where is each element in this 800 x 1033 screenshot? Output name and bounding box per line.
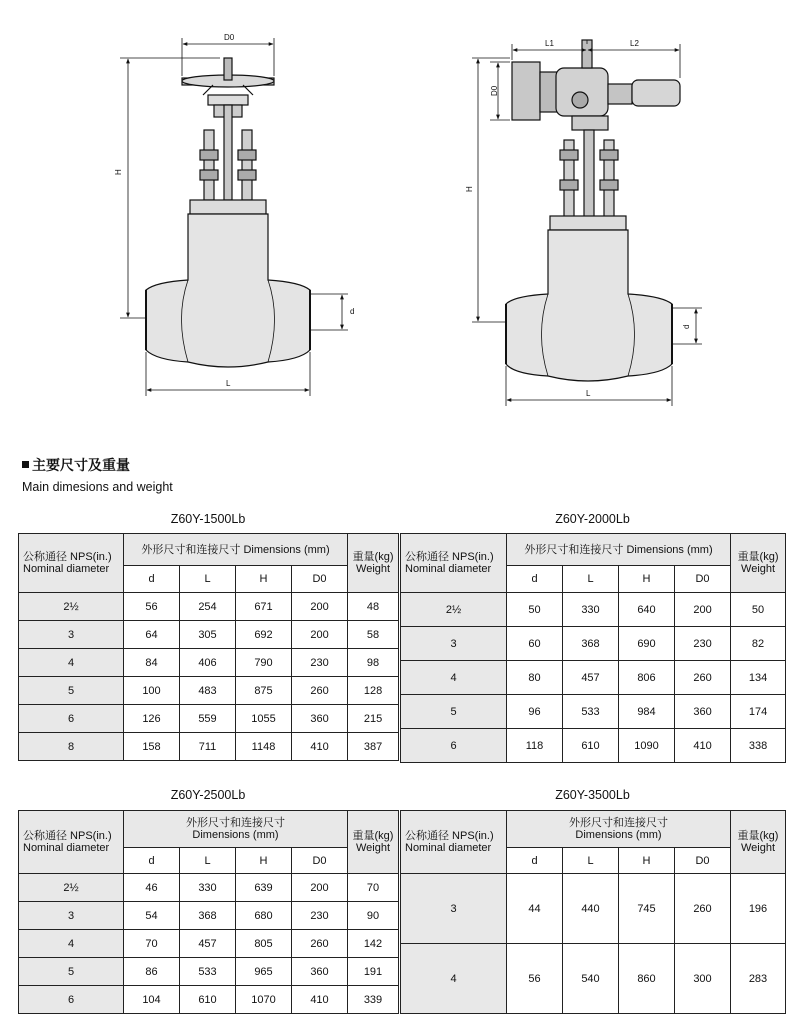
value-cell: 1090 — [619, 729, 675, 763]
value-cell: 457 — [563, 661, 619, 695]
value-cell: 44 — [507, 874, 563, 944]
value-cell: 330 — [563, 593, 619, 627]
value-cell: 96 — [507, 695, 563, 729]
nps-cell: 6 — [19, 705, 124, 733]
col-d: d — [124, 848, 180, 874]
value-cell: 1070 — [236, 986, 292, 1014]
table-row — [401, 944, 786, 1014]
value-cell: 200 — [675, 593, 731, 627]
value-cell: 745 — [619, 874, 675, 944]
table-1500lb-body — [19, 593, 399, 761]
nps-header: 公称通径 NPS(in.) Nominal diameter — [401, 811, 507, 874]
table-row — [401, 661, 786, 695]
value-cell: 540 — [563, 944, 619, 1014]
right-d0-label: D0 — [490, 85, 499, 96]
weight-header: 重量(kg) Weight — [731, 534, 786, 593]
value-cell: 70 — [348, 874, 399, 902]
table-row — [19, 733, 399, 761]
table-3500lb-body — [401, 874, 786, 1014]
value-cell: 50 — [507, 593, 563, 627]
table-row — [401, 729, 786, 763]
value-cell: 559 — [180, 705, 236, 733]
value-cell: 98 — [348, 649, 399, 677]
table-row — [401, 627, 786, 661]
value-cell: 360 — [292, 958, 348, 986]
col-h: H — [619, 848, 675, 874]
value-cell: 54 — [124, 902, 180, 930]
value-cell: 260 — [292, 930, 348, 958]
table-row — [19, 705, 399, 733]
value-cell: 860 — [619, 944, 675, 1014]
value-cell: 410 — [675, 729, 731, 763]
right-l2-label: L2 — [630, 39, 639, 48]
table-1500lb — [18, 533, 399, 761]
square-bullet-icon — [22, 461, 29, 468]
nps-cell: 4 — [19, 930, 124, 958]
table-title-3500lb: Z60Y-3500Lb — [555, 788, 630, 802]
table-row — [19, 677, 399, 705]
value-cell: 86 — [124, 958, 180, 986]
col-h: H — [236, 848, 292, 874]
value-cell: 50 — [731, 593, 786, 627]
nps-cell: 2½ — [401, 593, 507, 627]
table-row — [19, 902, 399, 930]
value-cell: 305 — [180, 621, 236, 649]
value-cell: 965 — [236, 958, 292, 986]
value-cell: 200 — [292, 593, 348, 621]
value-cell: 410 — [292, 986, 348, 1014]
value-cell: 158 — [124, 733, 180, 761]
value-cell: 90 — [348, 902, 399, 930]
value-cell: 82 — [731, 627, 786, 661]
value-cell: 806 — [619, 661, 675, 695]
value-cell: 360 — [292, 705, 348, 733]
value-cell: 142 — [348, 930, 399, 958]
value-cell: 440 — [563, 874, 619, 944]
col-d0: D0 — [675, 566, 731, 593]
table-2500lb-body — [19, 874, 399, 1014]
right-h-label: H — [465, 186, 474, 192]
value-cell: 56 — [507, 944, 563, 1014]
value-cell: 46 — [124, 874, 180, 902]
value-cell: 457 — [180, 930, 236, 958]
nps-cell: 4 — [19, 649, 124, 677]
value-cell: 410 — [292, 733, 348, 761]
table-row — [19, 930, 399, 958]
table-row — [19, 874, 399, 902]
dimensions-header: 外形尺寸和连接尺寸 Dimensions (mm) — [507, 811, 731, 848]
weight-header: 重量(kg) Weight — [731, 811, 786, 874]
col-h: H — [619, 566, 675, 593]
value-cell: 690 — [619, 627, 675, 661]
col-d0: D0 — [292, 848, 348, 874]
left-h-label: H — [114, 169, 123, 175]
value-cell: 126 — [124, 705, 180, 733]
value-cell: 100 — [124, 677, 180, 705]
table-row — [19, 649, 399, 677]
value-cell: 1148 — [236, 733, 292, 761]
value-cell: 406 — [180, 649, 236, 677]
nps-cell: 6 — [401, 729, 507, 763]
value-cell: 60 — [507, 627, 563, 661]
table-row — [19, 958, 399, 986]
col-l: L — [180, 848, 236, 874]
nps-cell: 3 — [19, 902, 124, 930]
left-d-label: d — [350, 307, 355, 316]
table-3500lb — [400, 810, 786, 1014]
nps-cell: 2½ — [19, 874, 124, 902]
value-cell: 300 — [675, 944, 731, 1014]
col-d: d — [507, 848, 563, 874]
value-cell: 104 — [124, 986, 180, 1014]
actuator-valve-drawing — [506, 40, 680, 381]
nps-cell: 2½ — [19, 593, 124, 621]
table-2000lb — [400, 533, 786, 763]
nps-cell: 6 — [19, 986, 124, 1014]
value-cell: 640 — [619, 593, 675, 627]
value-cell: 230 — [292, 649, 348, 677]
value-cell: 134 — [731, 661, 786, 695]
value-cell: 692 — [236, 621, 292, 649]
value-cell: 64 — [124, 621, 180, 649]
table-row — [19, 593, 399, 621]
value-cell: 805 — [236, 930, 292, 958]
value-cell: 984 — [619, 695, 675, 729]
weight-header: 重量(kg) Weight — [348, 811, 399, 874]
table-title-2500lb: Z60Y-2500Lb — [170, 788, 246, 802]
value-cell: 191 — [348, 958, 399, 986]
value-cell: 360 — [675, 695, 731, 729]
value-cell: 671 — [236, 593, 292, 621]
handwheel-valve-drawing — [146, 58, 310, 367]
col-l: L — [180, 566, 236, 593]
nps-cell: 3 — [401, 874, 507, 944]
value-cell: 368 — [563, 627, 619, 661]
value-cell: 338 — [731, 729, 786, 763]
section-subtitle: Main dimesions and weight — [22, 480, 173, 494]
table-2500lb — [18, 810, 399, 1014]
value-cell: 260 — [675, 661, 731, 695]
value-cell: 70 — [124, 930, 180, 958]
dimensions-header: 外形尺寸和连接尺寸 Dimensions (mm) — [124, 534, 348, 566]
value-cell: 339 — [348, 986, 399, 1014]
value-cell: 790 — [236, 649, 292, 677]
table-title-1500lb: Z60Y-1500Lb — [170, 512, 246, 526]
value-cell: 56 — [124, 593, 180, 621]
left-d0-label: D0 — [224, 33, 235, 42]
value-cell: 118 — [507, 729, 563, 763]
weight-header: 重量(kg) Weight — [348, 534, 399, 593]
table-row — [401, 874, 786, 944]
value-cell: 610 — [180, 986, 236, 1014]
value-cell: 387 — [348, 733, 399, 761]
value-cell: 84 — [124, 649, 180, 677]
section-title: 主要尺寸及重量 — [22, 455, 130, 475]
right-l-label: L — [586, 389, 591, 398]
value-cell: 48 — [348, 593, 399, 621]
value-cell: 58 — [348, 621, 399, 649]
value-cell: 80 — [507, 661, 563, 695]
col-d: d — [507, 566, 563, 593]
value-cell: 260 — [292, 677, 348, 705]
value-cell: 200 — [292, 874, 348, 902]
table-row — [401, 695, 786, 729]
nps-header: 公称通径 NPS(in.) Nominal diameter — [19, 534, 124, 593]
value-cell: 215 — [348, 705, 399, 733]
value-cell: 368 — [180, 902, 236, 930]
nps-cell: 4 — [401, 944, 507, 1014]
col-d0: D0 — [675, 848, 731, 874]
col-l: L — [563, 848, 619, 874]
value-cell: 196 — [731, 874, 786, 944]
col-d: d — [124, 566, 180, 593]
value-cell: 1055 — [236, 705, 292, 733]
value-cell: 230 — [292, 902, 348, 930]
nps-cell: 3 — [401, 627, 507, 661]
value-cell: 680 — [236, 902, 292, 930]
dimensions-header: 外形尺寸和连接尺寸 Dimensions (mm) — [124, 811, 348, 848]
value-cell: 639 — [236, 874, 292, 902]
nps-cell: 8 — [19, 733, 124, 761]
value-cell: 875 — [236, 677, 292, 705]
nps-cell: 5 — [401, 695, 507, 729]
value-cell: 533 — [563, 695, 619, 729]
table-title-2000lb: Z60Y-2000Lb — [555, 512, 630, 526]
right-d-label: d — [682, 324, 691, 329]
value-cell: 230 — [675, 627, 731, 661]
col-d0: D0 — [292, 566, 348, 593]
value-cell: 483 — [180, 677, 236, 705]
left-l-label: L — [226, 379, 231, 388]
table-row — [19, 621, 399, 649]
dimensions-header: 外形尺寸和连接尺寸 Dimensions (mm) — [507, 534, 731, 566]
nps-cell: 5 — [19, 677, 124, 705]
value-cell: 128 — [348, 677, 399, 705]
value-cell: 330 — [180, 874, 236, 902]
table-row — [19, 986, 399, 1014]
value-cell: 200 — [292, 621, 348, 649]
col-h: H — [236, 566, 292, 593]
table-row — [401, 593, 786, 627]
col-l: L — [563, 566, 619, 593]
nps-cell: 3 — [19, 621, 124, 649]
value-cell: 610 — [563, 729, 619, 763]
nps-cell: 4 — [401, 661, 507, 695]
value-cell: 254 — [180, 593, 236, 621]
nps-header: 公称通径 NPS(in.) Nominal diameter — [19, 811, 124, 874]
value-cell: 174 — [731, 695, 786, 729]
value-cell: 283 — [731, 944, 786, 1014]
nps-header: 公称通径 NPS(in.) Nominal diameter — [401, 534, 507, 593]
right-l1-label: L1 — [545, 39, 554, 48]
value-cell: 260 — [675, 874, 731, 944]
valve-drawings — [0, 0, 800, 430]
nps-cell: 5 — [19, 958, 124, 986]
table-2000lb-body — [401, 593, 786, 763]
value-cell: 711 — [180, 733, 236, 761]
value-cell: 533 — [180, 958, 236, 986]
